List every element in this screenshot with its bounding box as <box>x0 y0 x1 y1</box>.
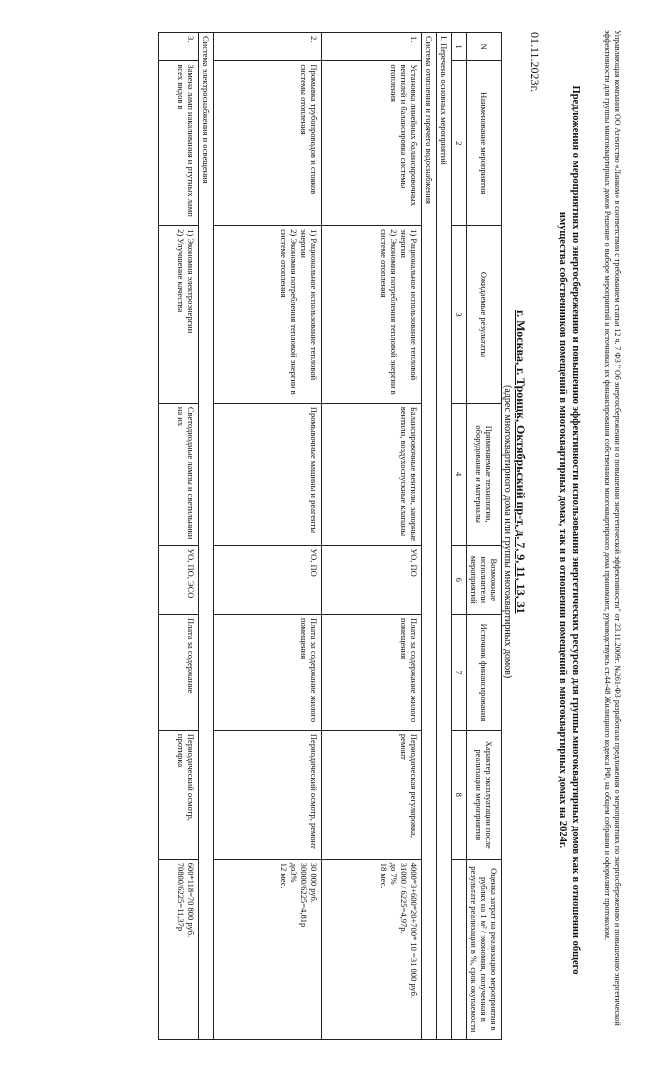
table-row <box>214 33 322 1040</box>
technologies: Светодиодные лампы и светильники на их <box>159 403 199 545</box>
section-row <box>422 33 437 1040</box>
expected-results: 1) Экономия электроэнергии 2) Улучшение качества <box>159 226 199 404</box>
cost-estimate: 30 000 руб. 30000/6225=4,81р до3% 12 мес. <box>214 859 322 1039</box>
colnum-2: 2 <box>452 61 467 226</box>
colnum-7: 7 <box>452 615 467 731</box>
measure-name: Промывка трубопроводов и стояков системы отопления <box>214 61 322 226</box>
header-n: N <box>467 33 502 61</box>
measure-name: Установка линейных балансировочных вентилей и балансировка системы отопления <box>322 61 422 226</box>
operation-character: Периодический осмотр, ремонт <box>214 730 322 859</box>
header-tech: Применяемые технологии, оборудование и материалы <box>467 403 502 545</box>
colnum-8: 8 <box>452 730 467 859</box>
section-row <box>199 33 214 1040</box>
colnum-empty <box>452 859 467 1039</box>
operation-character: Периодическая регулировка, ремонт <box>322 730 422 859</box>
table-row <box>159 33 199 1040</box>
address-note: (адрес многоквартирного дома или группы многоквартирных домов) <box>502 385 513 679</box>
table-header-row <box>467 33 502 1040</box>
funding-source: Плата за содержание жилого помещения <box>322 615 422 731</box>
colnum-1: 1 <box>452 33 467 61</box>
measures-table <box>158 32 502 1040</box>
header-results: Ожидаемые результаты <box>467 226 502 404</box>
colnum-6: 6 <box>452 545 467 615</box>
row-number: 2. <box>214 33 322 61</box>
executors: УО, ПО <box>322 545 422 615</box>
header-exec: Возможные исполнители мероприятий <box>467 545 502 615</box>
section-main-measures: I. Перечень основных мероприятий <box>437 33 452 1040</box>
funding-source: Плата за содержание жилого помещения <box>214 615 322 731</box>
column-number-row <box>452 33 467 1040</box>
section-electric: Система электроснабжения и освещения <box>199 33 214 1040</box>
building-address: г. Москва, г. Троицк, Октябрьский пр-т, д. 7, 9, 11, 13, 31 <box>514 310 528 614</box>
operation-character: Периодический осмотр, протирка <box>159 730 199 859</box>
row-number: 1. <box>322 33 422 61</box>
technologies: Балансировочные вентили, запорные вентили, воздухоспускные клапаны <box>322 403 422 545</box>
cost-estimate: 600*118=70 800 руб. 70800/6225=11,37р <box>159 859 199 1039</box>
header-source: Источник финансирования <box>467 615 502 731</box>
table-row <box>322 33 422 1040</box>
expected-results: 1) Рациональное использование тепловой энергии 2) Экономия потребления тепловой энергии в системе отопления <box>322 226 422 404</box>
cost-estimate: 4000*3+600*20+700* 10 =31 000 руб. 31000 / 6225=4,97р. до 7% 18 мес. <box>322 859 422 1039</box>
colnum-4: 4 <box>452 403 467 545</box>
measure-name: Замена ламп накаливания и ртутных ламп всех видов в <box>159 61 199 226</box>
colnum-3: 3 <box>452 226 467 404</box>
section-heating: Система отопления и горячего водоснабжения <box>422 33 437 1040</box>
document-title: Предложения о мероприятиях по энергосбережению и повышению эффективности использования энергетических ресурсов для группы многоквартирных домов как в отношении общего имущества собственников помещений в многоквартирных домах, так и в отношении помещений в многоквартирных домах на 2024г. <box>557 85 581 975</box>
expected-results: 1) Рациональное использование тепловой энергии 2) Экономия потребления тепловой энергии в системе отопления <box>214 226 322 404</box>
funding-source: Плата за содержание <box>159 615 199 731</box>
row-number: 3. <box>159 33 199 61</box>
executors: УО, ПО, ЭСО <box>159 545 199 615</box>
header-cost: Оценка затрат на реализацию мероприятия в рублях на 1 м² / экономия, полученная в результате реализации в %, срок окупаемости <box>467 859 502 1039</box>
technologies: Промывочные машины и реагенты <box>214 403 322 545</box>
executors: УО, ПО <box>214 545 322 615</box>
header-name: Наименование мероприятия <box>467 61 502 226</box>
document-date: 01.11.2023г. <box>528 32 542 93</box>
section-row <box>437 33 452 1040</box>
intro-paragraph: Управляющая компания ОО Агентство «Ланком» в соответствии с требованием статьи 12 ч. 7 ФЗ " Об энергосбережении и о повышении энергетической эффективности" от 23.11.2009г. №261-ФЗ разработала предложения о мероприятиях по энергосбережению и повышению энергетической эффективности для группы многоквартирных домов Решение о выборе мероприятий и источниках их финансирования собственники многоквартирного дома принимают, руководствуясь ст.44-48 Жилищного кодекса РФ, на общем собрании и оформляют протоколом. <box>603 30 622 1026</box>
header-character: Характер эксплуатации после реализации мероприятия <box>467 730 502 859</box>
